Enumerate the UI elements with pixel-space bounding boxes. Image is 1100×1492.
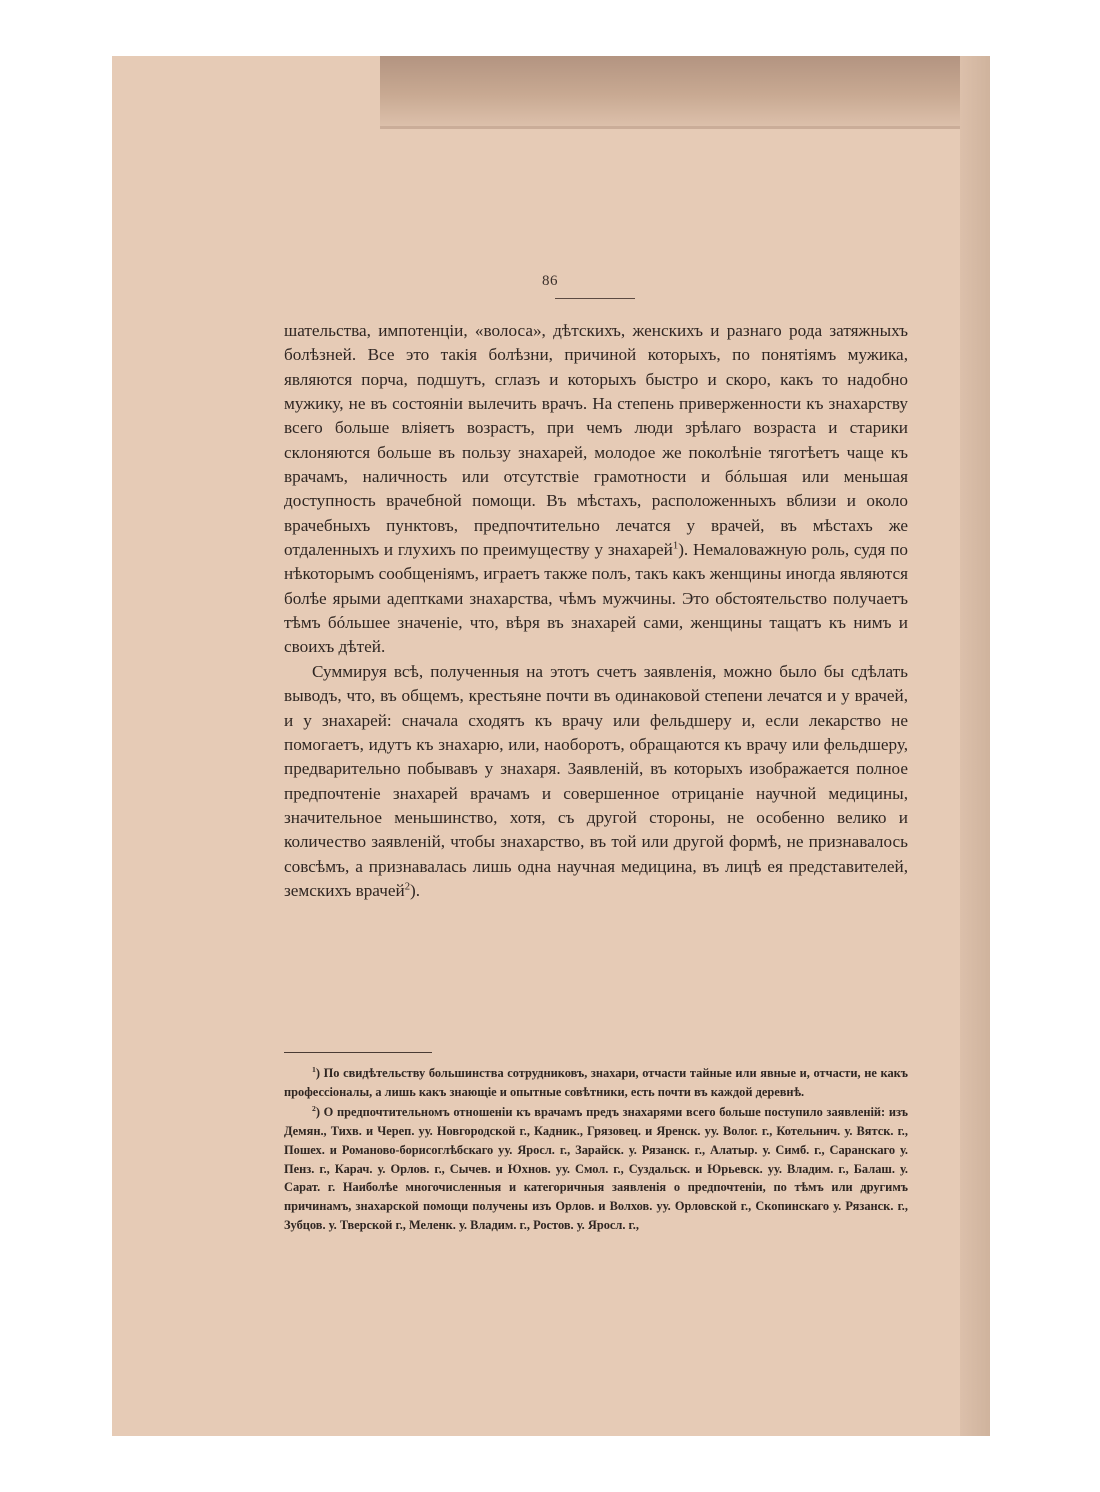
page-edge-shadow-right [960, 56, 990, 1436]
paragraph-1 [284, 319, 908, 660]
footnote-2-text: ) О предпочтительномъ отношеніи къ врачамъ предъ знахарями всего больше поступило заявленій: изъ Демян., Тихв. и Череп. уу. Новгородской г., Кадник., Грязовец. и Яренск. уу. Волог. г., Котельнич. у. Вятск. г., Пошех. и Романово-борисоглѣбскаго уу. Яросл. г., Зарайск. у. Рязанск. г., Алатыр. у. Симб. г., Саранскаго у. Пенз. г., Карач. у. Орлов. г., Сычев. и Юхнов. уу. Смол. г., Суздальск. и Юрьевск. уу. Владим. г., Балаш. у. Сарат. г. Наиболѣе многочисленныя и категоричныя заявленія о предпочтеніи, по тѣмъ или другимъ причинамъ, знахарской помощи получены изъ Орлов. и Волхов. уу. Орловской г., Скопинскаго у. Рязанск. г., Зубцов. у. Тверской г., Меленк. у. Владим. г., Ростов. у. Яросл. г., [284, 1104, 908, 1233]
page-number-rule [555, 298, 635, 299]
page-number: 86 [542, 273, 558, 289]
footnote-2-mark: 2 [312, 1103, 316, 1113]
paragraph-2-text: Суммируя всѣ, полученныя на этотъ счетъ заявленія, можно было бы сдѣлать выводъ, что, въ общемъ, крестьяне почти въ одинаковой степени лечатся и у врачей, и у знахарей: сначала сходятъ къ врачу или фельдшеру и, если лекарство не помогаетъ, идутъ къ знахарю, или, наоборотъ, обращаются къ врачу или фельдшеру, предварительно побывавъ у знахаря. Заявленій, въ которыхъ изображается полное предпочтеніе знахарей врачамъ и совершенное отрицаніе научной медицины, значительное меньшинство, хотя, съ другой стороны, не особенно велико и количество заявленій, чтобы знахарство, въ той или другой формѣ, не признавалось совсѣмъ, а признавалась лишь одна научная медицина, въ лицѣ ея представителей, земскихъ врачей [284, 661, 908, 900]
paragraph-2 [284, 660, 908, 903]
paragraph-1-text: шательства, импотенціи, «волоса», дѣтскихъ, женскихъ и разнаго рода затяжныхъ болѣзней. Все это такія болѣзни, причиной которыхъ, по понятіямъ мужика, являются порча, подшутъ, сглазъ и которыхъ быстро и скоро, какъ то надобно мужику, не въ состояніи вылечить врачъ. На степень приверженности къ знахарству всего больше вліяетъ возрастъ, при чемъ люди зрѣлаго возраста и старики склоняются больше въ пользу знахарей, молодое же поколѣніе тяготѣетъ чаще къ врачамъ, наличность или отсутствіе грамотности и бóльшая или меньшая доступность врачебной помощи. Въ мѣстахъ, расположенныхъ вблизи и около врачебныхъ пунктовъ, предпочтительно лечатся у врачей, въ мѣстахъ же отдаленныхъ и глухихъ по преимуществу у знахарей [284, 321, 908, 560]
footnote-1 [284, 1064, 908, 1102]
footnote-separator [284, 1052, 432, 1053]
footnote-2 [284, 1103, 908, 1235]
footnote-ref-2: 2 [404, 881, 411, 893]
page-edge-shadow-top [380, 56, 990, 126]
footnotes [284, 1064, 908, 1236]
footnote-1-mark: 1 [312, 1064, 316, 1074]
footnote-ref-1: 1 [672, 540, 679, 552]
page-edge-line [380, 126, 960, 129]
paragraph-2-end: ). [410, 880, 421, 900]
body-text [284, 319, 908, 903]
footnote-1-text: ) По свидѣтельству большинства сотрудниковъ, знахари, отчасти тайные или явные и, отчасти, не какъ профессіоналы, а лишь какъ знающіе и опытные совѣтники, есть почти въ каждой деревнѣ. [284, 1066, 908, 1099]
paragraph-1-continuation: ). Немаловажную роль, судя по нѣкоторымъ сообщеніямъ, играетъ также полъ, такъ какъ женщины иногда являются болѣе ярыми адептками знахарства, чѣмъ мужчины. Это обстоятельство получаетъ тѣмъ бóльшее значеніе, что, вѣря въ знахарей сами, женщины тащатъ къ нимъ и своихъ дѣтей. [284, 540, 908, 657]
